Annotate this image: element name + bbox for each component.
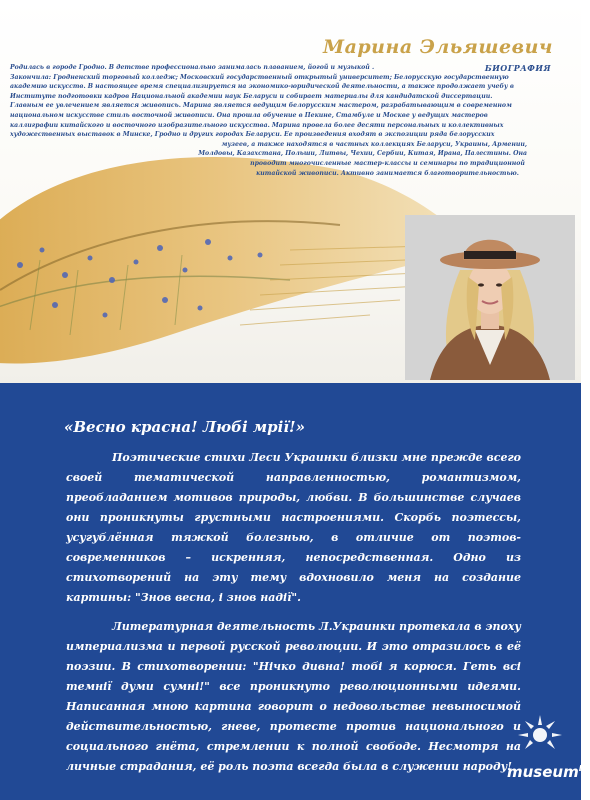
bio-line: каллиграфии китайского и восточного изобразительного искусства. Марина провела более десяти персональных и коллективных	[10, 121, 504, 129]
biography-text	[10, 63, 565, 178]
paragraph: Литературная деятельность Л.Украинки протекала в эпоху империализма и первой русской революции. И это отразилось в её поэзии. В стихотворении: "Нічко дивна! тобі я корюся. Геть всі темнії думи сумні!" все проникнуто революционными идеями. Написанная мною картина говорит о недовольстве невыносимой действительностью, гневе, протесте против национального и социального гнёта, стремлении к полной свободе. Несмотря на личные страдания, её роль поэта всегда была в служении народу!	[66, 620, 521, 773]
bio-line: проводит многочисленные мастер-классы и семинары по традиционной	[250, 159, 525, 167]
bio-line: китайской живописи. Активно занимается благотворительностью.	[256, 169, 519, 177]
main-text	[66, 448, 521, 777]
logo-suffix: by	[578, 764, 590, 773]
museum-logo-sun-icon	[505, 713, 575, 793]
main-panel	[0, 383, 590, 800]
paragraph: Поэтические стихи Леси Украинки близки мне прежде всего своей тематической направленностью, романтизмом, преобладанием мотивов природы, любви. В большинстве случаев они проникнуты грустными настроениями. Скорбь поэтессы, усугублённая тяжкой болезнью, в отличие от поэтов-современников – искренняя, непосредственная. Одно из стихотворений на эту тему вдохновило меня на создание картины: "Знов весна, і знов надії".	[66, 451, 521, 604]
museum-logo-text	[507, 763, 590, 781]
bio-line: Закончила: Гродненский торговый колледж; Московский государственный открытый университет; Белорусскую государственную	[10, 73, 509, 81]
page-title: Марина Эльяшевич	[323, 36, 553, 58]
section-label: БИОГРАФИЯ	[484, 63, 551, 73]
bio-line: академию искусств. В настоящее время специализируется на экономико-юридической деятельности, а также продолжает учебу в	[10, 83, 514, 91]
bio-line: художественных выставок в Минске, Гродно и других городах Беларуси. Ее произведения входят в экспозиции ряда белорусских	[10, 131, 495, 139]
bio-line: Родилась в городе Гродно. В детстве профессионально занималась плаванием, йогой и музыкой .	[10, 64, 375, 71]
portrait-photo	[405, 215, 575, 380]
logo-word: museum	[507, 763, 579, 781]
bio-line: Институте подготовки кадров Национальной академии наук Беларуси и собирает материалы для кандидатской диссертации.	[10, 92, 493, 100]
poem-quote: «Весно красна! Любі мрії!»	[64, 418, 305, 436]
bio-line: музеев, а также находятся в частных коллекциях Беларуси, Украины, Армении,	[221, 140, 527, 148]
bio-line: Главным ее увлечением является живопись. Марина является ведущим белорусским мастером, разрабатывающим в современном	[10, 102, 512, 110]
bio-line: Молдовы, Казахстана, Польши, Литвы, Чехии, Сербии, Китая, Ирана, Палестины. Она	[198, 150, 527, 158]
bio-line: национальном искусстве стиль восточной живописи. Она прошла обучение в Пекине, Стамбуле и Москве у ведущих мастеров	[10, 111, 488, 119]
header-area	[0, 0, 581, 383]
portrait-illustration	[405, 215, 575, 380]
